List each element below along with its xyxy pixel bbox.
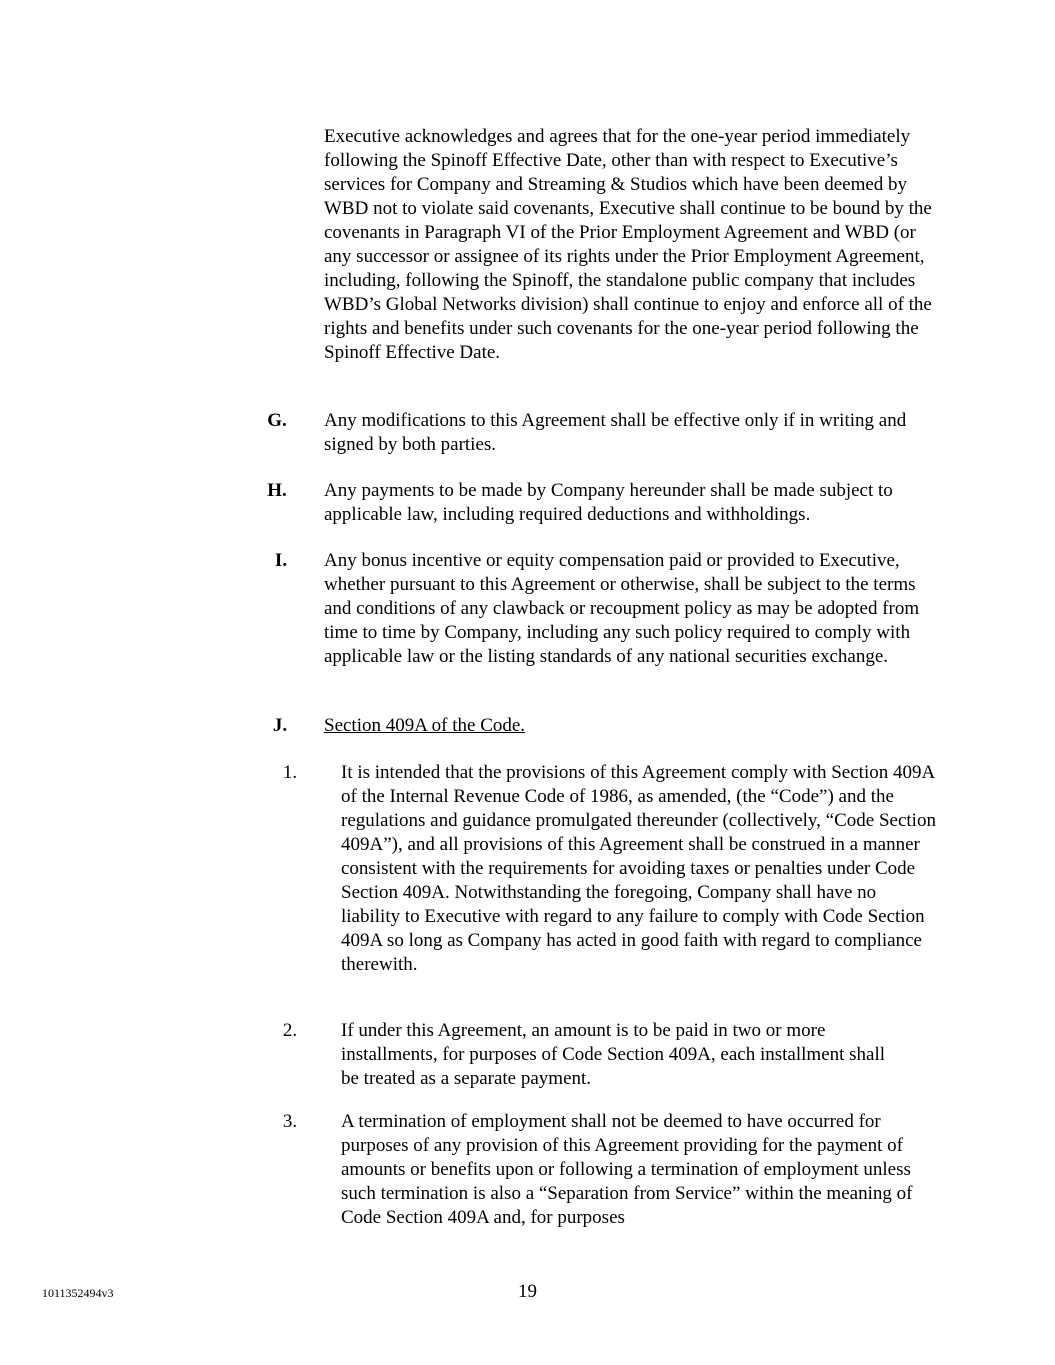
section-marker: H.	[267, 480, 287, 501]
section-marker: G.	[267, 410, 287, 431]
subsection-marker: 3.	[282, 1111, 298, 1132]
subsection-text: If under this Agreement, an amount is to be paid in two or more installments, for purposes of Code Section 409A, each installment shall be treated as a separate payment.	[341, 1020, 886, 1089]
subsection-marker: 1.	[282, 762, 298, 783]
continuation-paragraph: Executive acknowledges and agrees that for the one-year period immediately following the Spinoff Effective Date, other than with respect to Executive’s services for Company and Streaming & Studios which have been deemed by WBD not to violate said covenants, Executive shall continue to be bound by the covenants in Paragraph VI of the Prior Employment Agreement and WBD (or any successor or assignee of its rights under the Prior Employment Agreement, including, following the Spinoff, the standalone public company that includes WBD’s Global Networks division) shall continue to enjoy and enforce all of the rights and benefits under such covenants for the one-year period following the Spinoff Effective Date.	[324, 126, 932, 363]
subsection-marker: 2.	[282, 1020, 298, 1041]
section-marker: J.	[272, 715, 288, 736]
section-marker: I.	[274, 550, 288, 571]
section-text: Any bonus incentive or equity compensation paid or provided to Executive, whether pursuant to this Agreement or otherwise, shall be subject to the terms and conditions of any clawback or recoupment policy as may be adopted from time to time by Company, including any such policy required to comply with applicable law or the listing standards of any national securities exchange.	[324, 550, 920, 667]
page-number: 19	[518, 1281, 537, 1302]
section-text: Any payments to be made by Company hereunder shall be made subject to applicable law, including required deductions and withholdings.	[324, 480, 893, 525]
section-text: Any modifications to this Agreement shall be effective only if in writing and signed by both parties.	[324, 410, 907, 455]
subsection-text: It is intended that the provisions of this Agreement comply with Section 409A of the Internal Revenue Code of 1986, as amended, (the “Code”) and the regulations and guidance promulgated thereunder (collectively, “Code Section 409A”), and all provisions of this Agreement shall be construed in a manner consistent with the requirements for avoiding taxes or penalties under Code Section 409A. Notwithstanding the foregoing, Company shall have no liability to Executive with regard to any failure to comply with Code Section 409A so long as Company has acted in good faith with regard to compliance therewith.	[341, 762, 936, 975]
subsection-text: A termination of employment shall not be deemed to have occurred for purposes of any provision of this Agreement providing for the payment of amounts or benefits upon or following a termination of employment unless such termination is also a “Separation from Service” within the meaning of Code Section 409A and, for purposes	[341, 1111, 913, 1228]
section-heading: Section 409A of the Code.	[324, 715, 526, 736]
document-id: 1011352494v3	[42, 1286, 114, 1300]
